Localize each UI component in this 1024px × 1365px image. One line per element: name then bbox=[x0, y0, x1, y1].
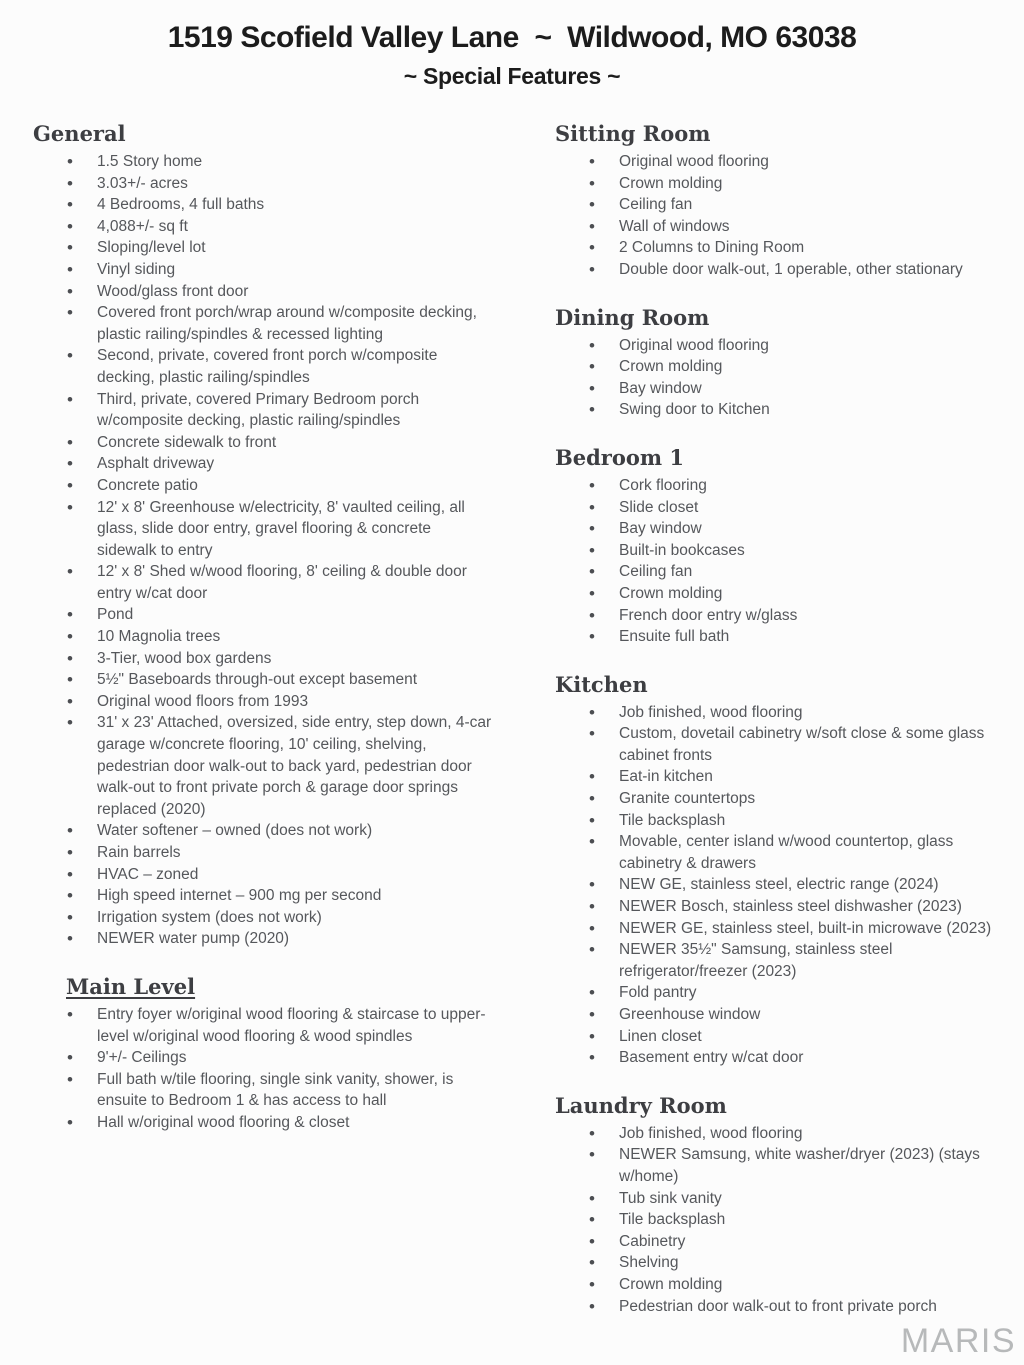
list-item: • Sloping/level lot bbox=[33, 237, 492, 259]
list-item: • 12' x 8' Shed w/wood flooring, 8' ceiling & double door entry w/cat door bbox=[33, 561, 492, 604]
section-heading: Dining Room bbox=[555, 304, 710, 330]
list-item: • Asphalt driveway bbox=[33, 453, 492, 475]
bullet-list bbox=[555, 702, 1024, 1069]
list-item: • NEW GE, stainless steel, electric range (2024) bbox=[555, 874, 1014, 896]
list-item: • Full bath w/tile flooring, single sink vanity, shower, is ensuite to Bedroom 1 & has access to hall bbox=[33, 1069, 492, 1112]
list-item: • Wood/glass front door bbox=[33, 281, 492, 303]
list-item: • 4 Bedrooms, 4 full baths bbox=[33, 194, 492, 216]
list-item: • Linen closet bbox=[555, 1026, 1014, 1048]
list-item: • Crown molding bbox=[555, 173, 1014, 195]
bullet-list bbox=[555, 1123, 1024, 1317]
list-item: • Tile backsplash bbox=[555, 1209, 1014, 1231]
list-item: • Bay window bbox=[555, 378, 1014, 400]
list-item: • Fold pantry bbox=[555, 982, 1014, 1004]
list-item: • Eat-in kitchen bbox=[555, 766, 1014, 788]
list-item: • NEWER 35½" Samsung, stainless steel refrigerator/freezer (2023) bbox=[555, 939, 1014, 982]
list-item: • 2 Columns to Dining Room bbox=[555, 237, 1014, 259]
bullet-list bbox=[555, 151, 1024, 281]
bullet-list bbox=[33, 151, 538, 950]
list-item: • Water softener – owned (does not work) bbox=[33, 820, 492, 842]
list-item: • Concrete patio bbox=[33, 475, 492, 497]
list-item: • Bay window bbox=[555, 518, 1014, 540]
list-item: • Rain barrels bbox=[33, 842, 492, 864]
list-item: • Ceiling fan bbox=[555, 194, 1014, 216]
section-heading: Laundry Room bbox=[555, 1092, 727, 1118]
section-laundry-room bbox=[555, 1093, 1024, 1317]
list-item: • Irrigation system (does not work) bbox=[33, 907, 492, 929]
list-item: • 3-Tier, wood box gardens bbox=[33, 648, 492, 670]
list-item: • Custom, dovetail cabinetry w/soft close & some glass cabinet fronts bbox=[555, 723, 1014, 766]
list-item: • Original wood flooring bbox=[555, 335, 1014, 357]
list-item: • NEWER GE, stainless steel, built-in microwave (2023) bbox=[555, 918, 1014, 940]
list-item: • Movable, center island w/wood countertop, glass cabinetry & drawers bbox=[555, 831, 1014, 874]
list-item: • Greenhouse window bbox=[555, 1004, 1014, 1026]
list-item: • Cork flooring bbox=[555, 475, 1014, 497]
right-column bbox=[538, 121, 1024, 1317]
page-title: 1519 Scofield Valley Lane ~ Wildwood, MO 63038 bbox=[167, 21, 857, 54]
list-item: • Crown molding bbox=[555, 356, 1014, 378]
section-heading: Bedroom 1 bbox=[555, 444, 685, 470]
list-item: • Covered front porch/wrap around w/composite decking, plastic railing/spindles & recessed lighting bbox=[33, 302, 492, 345]
list-item: • Tub sink vanity bbox=[555, 1188, 1014, 1210]
list-item: • 12' x 8' Greenhouse w/electricity, 8' vaulted ceiling, all glass, slide door entry, gravel flooring & concrete sidewalk to entry bbox=[33, 497, 492, 562]
section-general bbox=[33, 121, 538, 950]
list-item: • Tile backsplash bbox=[555, 810, 1014, 832]
list-item: • NEWER Samsung, white washer/dryer (2023) (stays w/home) bbox=[555, 1144, 1014, 1187]
list-item: • High speed internet – 900 mg per second bbox=[33, 885, 492, 907]
list-item: • Original wood floors from 1993 bbox=[33, 691, 492, 713]
bullet-list bbox=[33, 1004, 538, 1134]
list-item: • Ceiling fan bbox=[555, 561, 1014, 583]
list-item: • NEWER Bosch, stainless steel dishwasher (2023) bbox=[555, 896, 1014, 918]
bullet-list bbox=[555, 335, 1024, 421]
section-heading: Main Level bbox=[66, 973, 196, 999]
list-item: • French door entry w/glass bbox=[555, 605, 1014, 627]
section-kitchen bbox=[555, 672, 1024, 1069]
list-item: • Entry foyer w/original wood flooring & staircase to upper-level w/original wood flooring & wood spindles bbox=[33, 1004, 492, 1047]
list-item: • 9'+/- Ceilings bbox=[33, 1047, 492, 1069]
list-item: • 31' x 23' Attached, oversized, side entry, step down, 4-car garage w/concrete flooring, 10' ceiling, shelving, pedestrian door walk-out to back yard, pedestrian door walk-out to front private porch & garage door springs replaced (2020) bbox=[33, 712, 492, 820]
section-bedroom-1 bbox=[555, 445, 1024, 648]
list-item: • Hall w/original wood flooring & closet bbox=[33, 1112, 492, 1134]
list-item: • HVAC – zoned bbox=[33, 864, 492, 886]
list-item: • Double door walk-out, 1 operable, other stationary bbox=[555, 259, 1014, 281]
page-subtitle: ~ Special Features ~ bbox=[403, 63, 621, 89]
list-item: • 1.5 Story home bbox=[33, 151, 492, 173]
list-item: • Concrete sidewalk to front bbox=[33, 432, 492, 454]
list-item: • Wall of windows bbox=[555, 216, 1014, 238]
section-heading: Sitting Room bbox=[555, 121, 711, 146]
list-item: • Job finished, wood flooring bbox=[555, 1123, 1014, 1145]
list-item: • 3.03+/- acres bbox=[33, 173, 492, 195]
list-item: • Ensuite full bath bbox=[555, 626, 1014, 648]
list-item: • Crown molding bbox=[555, 1274, 1014, 1296]
bullet-list bbox=[555, 475, 1024, 648]
list-item: • 5½" Baseboards through-out except basement bbox=[33, 669, 492, 691]
list-item: • Swing door to Kitchen bbox=[555, 399, 1014, 421]
list-item: • Crown molding bbox=[555, 583, 1014, 605]
list-item: • 4,088+/- sq ft bbox=[33, 216, 492, 238]
list-item: • Shelving bbox=[555, 1252, 1014, 1274]
list-item: • Granite countertops bbox=[555, 788, 1014, 810]
list-item: • Third, private, covered Primary Bedroom porch w/composite decking, plastic railing/spindles bbox=[33, 389, 492, 432]
list-item: • Second, private, covered front porch w/composite decking, plastic railing/spindles bbox=[33, 345, 492, 388]
section-main-level bbox=[33, 974, 538, 1134]
section-heading: General bbox=[33, 121, 126, 146]
section-heading: Kitchen bbox=[555, 671, 648, 697]
list-item: • Basement entry w/cat door bbox=[555, 1047, 1014, 1069]
list-item: • Vinyl siding bbox=[33, 259, 492, 281]
maris-watermark: MARIS bbox=[900, 1322, 1016, 1360]
list-item: • Pedestrian door walk-out to front private porch bbox=[555, 1296, 1014, 1318]
list-item: • NEWER water pump (2020) bbox=[33, 928, 492, 950]
list-item: • Pond bbox=[33, 604, 492, 626]
list-item: • Original wood flooring bbox=[555, 151, 1014, 173]
list-item: • 10 Magnolia trees bbox=[33, 626, 492, 648]
list-item: • Job finished, wood flooring bbox=[555, 702, 1014, 724]
list-item: • Slide closet bbox=[555, 497, 1014, 519]
list-item: • Cabinetry bbox=[555, 1231, 1014, 1253]
section-dining-room bbox=[555, 305, 1024, 421]
left-column bbox=[33, 121, 538, 1317]
section-sitting-room bbox=[555, 121, 1024, 281]
content-columns bbox=[0, 121, 1024, 1317]
list-item: • Built-in bookcases bbox=[555, 540, 1014, 562]
